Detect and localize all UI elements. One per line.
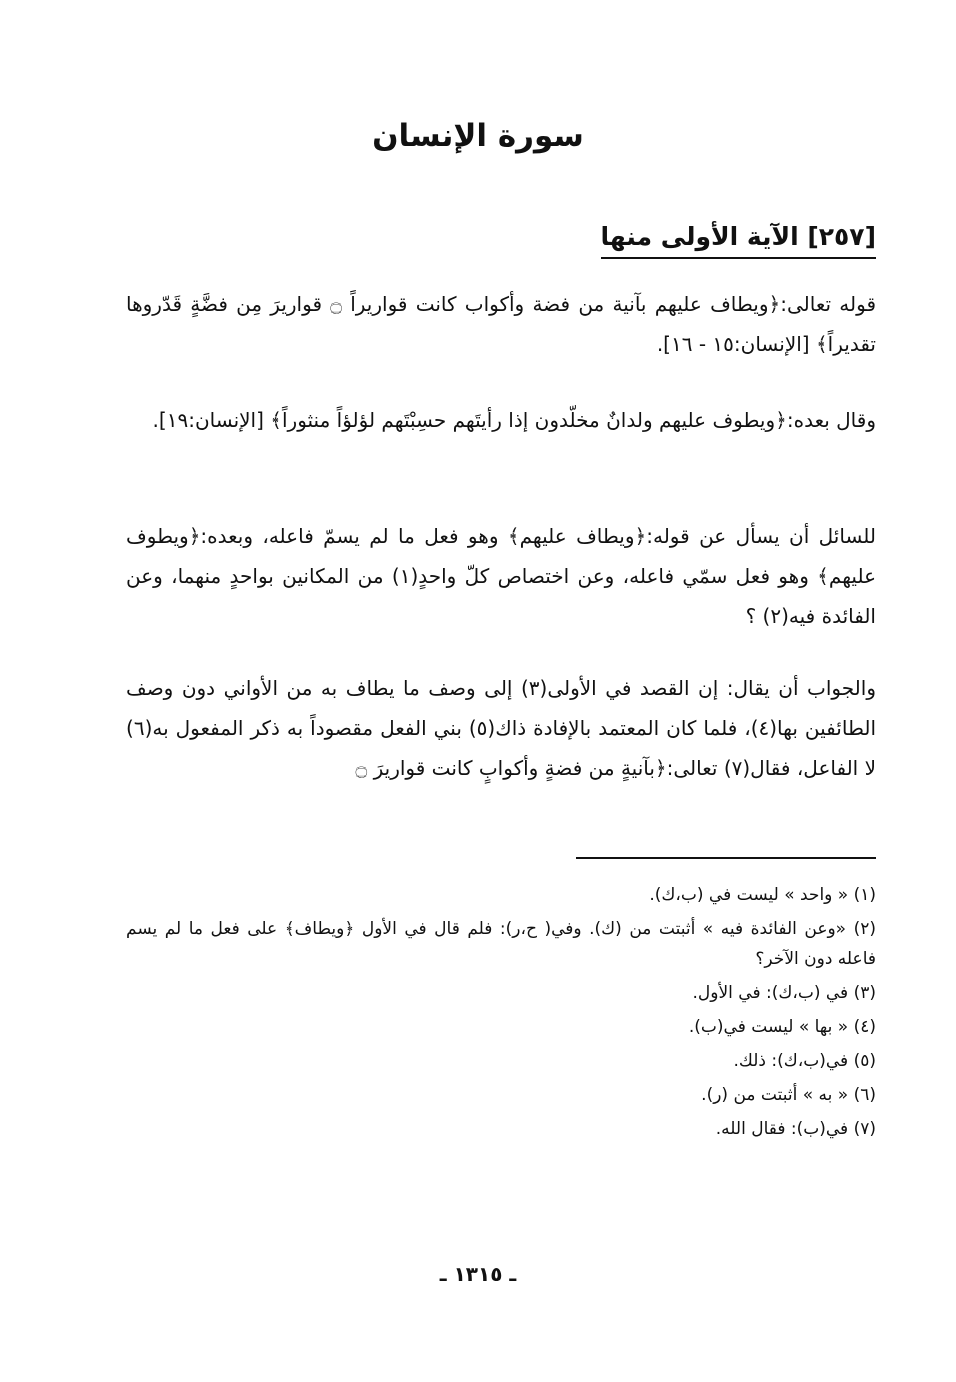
footnote: (٣) في (ب،ك): في الأول. — [692, 983, 876, 1003]
page-number: ـ ١٣١٥ ـ — [439, 1262, 517, 1286]
footnote: (٢) «وعن الفائدة فيه » أثبتت من (ك). وفي( ح،ر): فلم قال في الأول ﴿ويطاف﴾ على فعل ما لم يسم فاعله دون الآخر؟ — [126, 919, 876, 969]
footnote: (٧) في(ب): فقال الله. — [715, 1119, 876, 1139]
paragraph: والجواب أن يقال: إن القصد في الأولى(٣) إلى وصف ما يطاف به من الأواني دون وصف الطائفين بها(٤)، فلما كان المعتمد بالإفادة ذاك(٥) بني الفعل مقصوداً به ذكر المفعول به(٦) لا الفاعل، فقال(٧) تعالى:﴿بآنيةٍ من فضةٍ وأكوابٍ كانت قواريرَ ۝ — [126, 676, 876, 780]
footnote: (٥) في(ب،ك): ذلك. — [733, 1051, 876, 1071]
footnotes-list — [126, 880, 876, 1148]
footnote-divider — [576, 857, 876, 859]
section-heading: [٢٥٧] الآية الأولى منها — [601, 222, 876, 259]
surah-title: سورة الإنسان — [372, 118, 584, 154]
footnote: (١) « واحد » ليست في (ب،ك). — [649, 885, 876, 905]
paragraph: قوله تعالى:﴿ويطاف عليهم بآنية من فضة وأكواب كانت قواريراً ۝ قواريرَ مِن فضَّةٍ قَدّروها تقديراً﴾ [الإنسان:١٥ - ١٦]. — [126, 292, 877, 356]
paragraph: وقال بعده:﴿ويطوف عليهم ولدانٌ مخلّدون إذا رأيتَهم حسِبْتَهم لؤلؤاً منثوراً﴾ [الإنسان:١٩]. — [152, 408, 876, 432]
paragraph: للسائل أن يسأل عن قوله:﴿ويطاف عليهم﴾ وهو فعل ما لم يسمّ فاعله، وبعده:﴿ويطوف عليهم﴾ وهو فعل سمّي فاعله، وعن اختصاص كلّ واحدٍ(١) من المكانين بواحدٍ منهما، وعن الفائدة فيه(٢) ؟ — [126, 524, 876, 628]
footnote: (٦) « به » أثبتت من (ر). — [701, 1085, 876, 1105]
footnote: (٤) « بها » ليست في(ب). — [688, 1017, 876, 1037]
